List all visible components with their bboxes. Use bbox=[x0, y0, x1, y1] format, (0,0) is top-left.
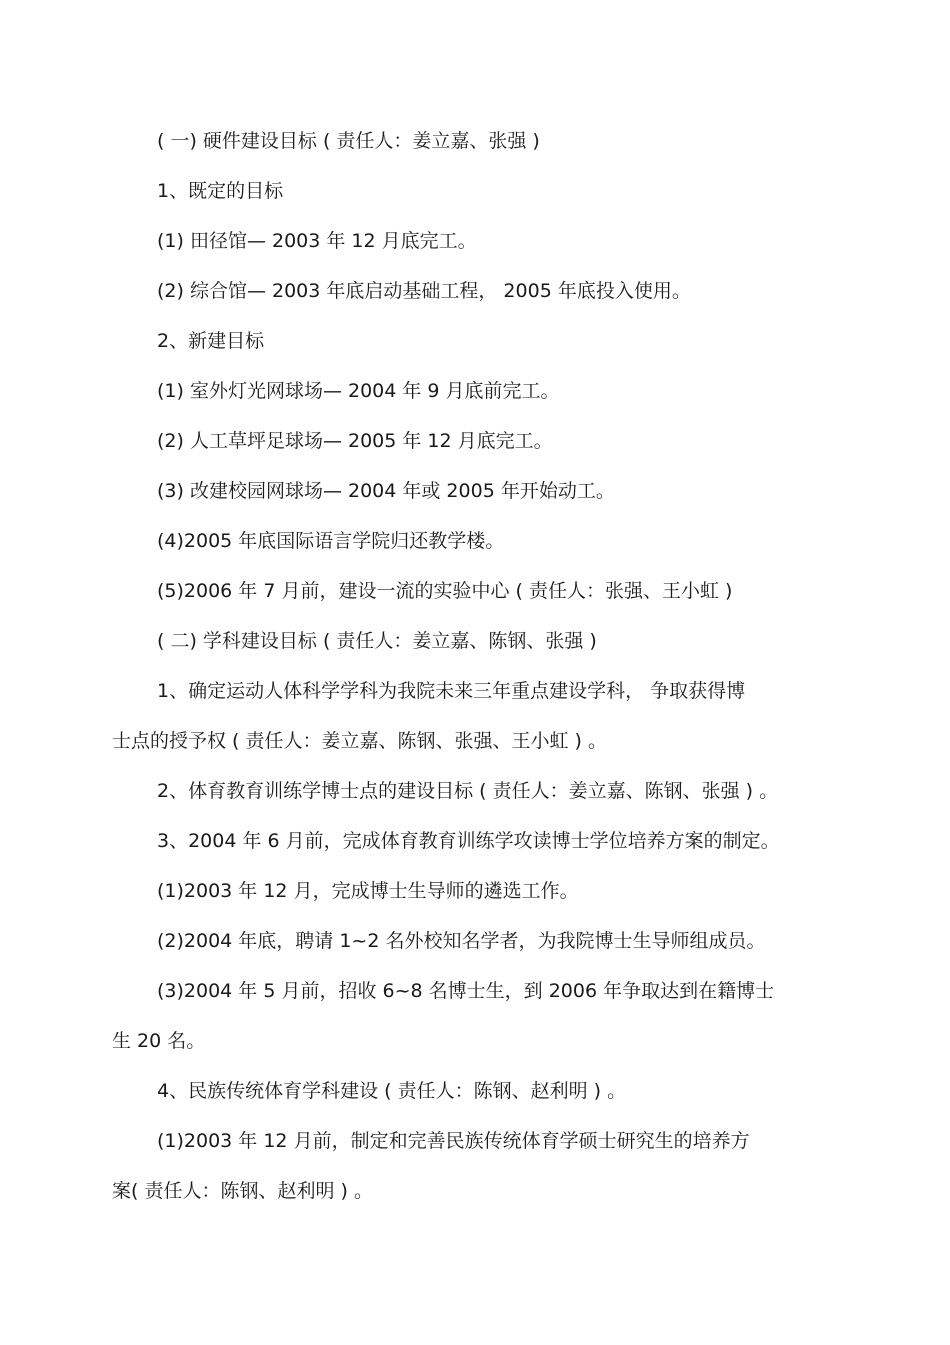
list-item: (3)2004 年 5 月前，招收 6~8 名博士生，到 2006 年争取达到在籍博士 bbox=[157, 980, 775, 1002]
list-item: (2) 人工草坪足球场— 2005 年 12 月底完工。 bbox=[157, 430, 553, 452]
paragraph-line: 2、体育教育训练学博士点的建设目标 ( 责任人：姜立嘉、陈钢、张强 ) 。 bbox=[157, 780, 779, 802]
list-item: (2) 综合馆— 2003 年底启动基础工程， 2005 年底投入使用。 bbox=[157, 280, 691, 302]
subheading-new-goals: 2、新建目标 bbox=[157, 330, 265, 352]
list-item: (1)2003 年 12 月前，制定和完善民族传统体育学硕士研究生的培养方 bbox=[157, 1130, 750, 1152]
paragraph-line: 士点的授予权 ( 责任人：姜立嘉、陈钢、张强、王小虹 ) 。 bbox=[112, 730, 607, 752]
paragraph-line: 4、民族传统体育学科建设 ( 责任人：陈钢、赵利明 ) 。 bbox=[157, 1080, 627, 1102]
list-item: (4)2005 年底国际语言学院归还教学楼。 bbox=[157, 530, 505, 552]
heading-hardware-goals: ( 一) 硬件建设目标 ( 责任人：姜立嘉、张强 ) bbox=[157, 130, 540, 152]
list-item: (1)2003 年 12 月，完成博士生导师的遴选工作。 bbox=[157, 880, 579, 902]
list-item: 案( 责任人：陈钢、赵利明 ) 。 bbox=[112, 1180, 373, 1202]
subheading-existing-goals: 1、既定的目标 bbox=[157, 180, 284, 202]
heading-discipline-goals: ( 二) 学科建设目标 ( 责任人：姜立嘉、陈钢、张强 ) bbox=[157, 630, 597, 652]
paragraph-line: 3、2004 年 6 月前，完成体育教育训练学攻读博士学位培养方案的制定。 bbox=[157, 830, 780, 852]
list-item: (1) 室外灯光网球场— 2004 年 9 月底前完工。 bbox=[157, 380, 560, 402]
list-item: (2)2004 年底，聘请 1~2 名外校知名学者，为我院博士生导师组成员。 bbox=[157, 930, 766, 952]
list-item: (1) 田径馆— 2003 年 12 月底完工。 bbox=[157, 230, 477, 252]
paragraph-line: 1、确定运动人体科学学科为我院未来三年重点建设学科， 争取获得博 bbox=[157, 680, 746, 702]
list-item: 生 20 名。 bbox=[112, 1030, 206, 1052]
list-item: (3) 改建校园网球场— 2004 年或 2005 年开始动工。 bbox=[157, 480, 615, 502]
list-item: (5)2006 年 7 月前，建设一流的实验中心 ( 责任人：张强、王小虹 ) bbox=[157, 580, 733, 602]
